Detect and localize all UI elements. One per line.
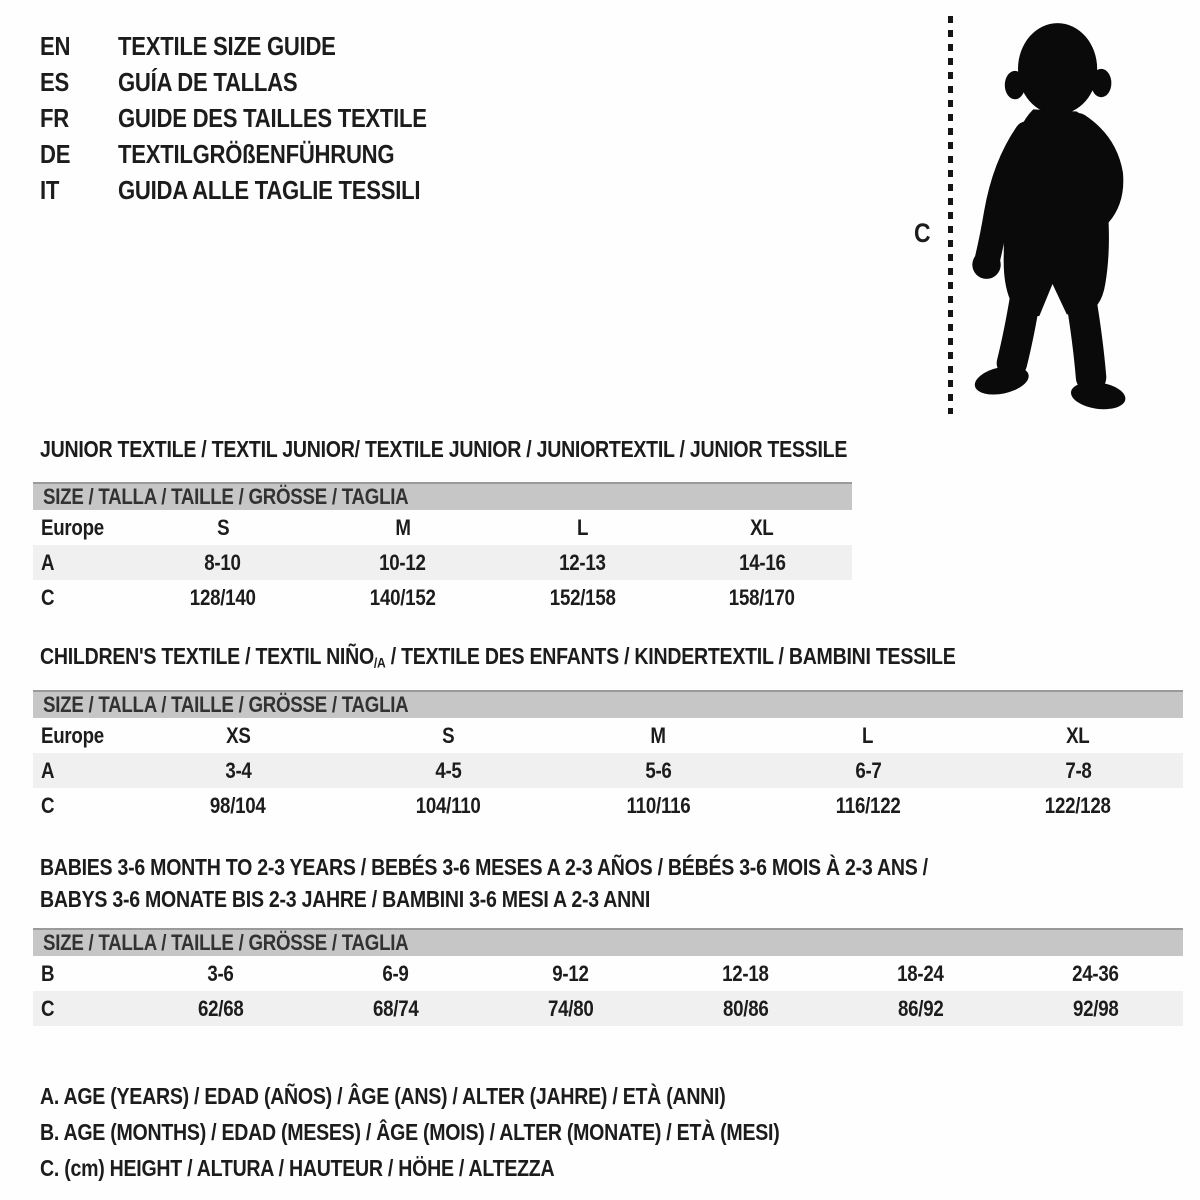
- lang-code: ES: [40, 66, 69, 97]
- legend-line-a: A. AGE (YEARS) / EDAD (AÑOS) / ÂGE (ANS) / ALTER (JAHRE) / ETÀ (ANNI): [40, 1082, 726, 1109]
- junior-size-table: [33, 482, 852, 615]
- lang-code: IT: [40, 174, 60, 205]
- lang-row-fr: [40, 100, 481, 136]
- lang-code: FR: [40, 102, 69, 133]
- table-row-height: C 62/68 68/74 74/80 80/86 86/92 92/98: [33, 991, 1183, 1026]
- lang-row-it: [40, 172, 481, 208]
- table-row-height: C 98/104 104/110 110/116 116/122 122/128: [41, 792, 1111, 818]
- height-measure-label: C: [914, 218, 931, 248]
- lang-row-en: [40, 28, 481, 64]
- toddler-silhouette: [960, 12, 1145, 420]
- lang-title: TEXTILE SIZE GUIDE: [118, 30, 336, 61]
- children-table-title: CHILDREN'S TEXTILE / TEXTIL $NIÑO_{/A}$ / TEXTILE DES ENFANTS / KINDERTEXTIL / BAMBINI TESSILE: [40, 643, 956, 672]
- babies-size-table: [33, 928, 1183, 1026]
- table-row-height: C 128/140 140/152 152/158 158/170: [41, 584, 796, 610]
- height-measure-dotted-line: [948, 16, 953, 414]
- table-row-age: A 8-10 10-12 12-13 14-16: [33, 545, 852, 580]
- table-row-age: A 3-4 4-5 5-6 6-7 7-8: [33, 753, 1183, 788]
- size-header-bar: SIZE / TALLA / TAILLE / GRÖSSE / TAGLIA: [33, 928, 1183, 956]
- lang-code: DE: [40, 138, 71, 169]
- lang-title: TEXTILGRÖßENFÜHRUNG: [118, 138, 395, 169]
- table-row-europe: Europe S M L XL: [41, 514, 774, 540]
- children-size-table: [33, 690, 1183, 823]
- lang-title: GUÍA DE TALLAS: [118, 66, 298, 97]
- row-label: C: [41, 584, 55, 610]
- row-label: Europe: [41, 514, 104, 540]
- table-row-age-months: B 3-6 6-9 9-12 12-18 18-24 24-36: [41, 960, 1119, 986]
- lang-row-de: [40, 136, 481, 172]
- row-label: Europe: [41, 722, 104, 748]
- row-label: C: [41, 792, 55, 818]
- babies-table-title-line1: BABIES 3-6 MONTH TO 2-3 YEARS / BEBÉS 3-6 MESES A 2-3 AÑOS / BÉBÉS 3-6 MOIS À 2-3 ANS /: [40, 854, 928, 880]
- lang-row-es: [40, 64, 481, 100]
- row-label: A: [41, 549, 55, 575]
- babies-table-title-line2: BABYS 3-6 MONATE BIS 2-3 JAHRE / BAMBINI 3-6 MESI A 2-3 ANNI: [40, 886, 651, 912]
- legend-line-b: B. AGE (MONTHS) / EDAD (MESES) / ÂGE (MOIS) / ALTER (MONATE) / ETÀ (MESI): [40, 1118, 780, 1145]
- row-label: B: [41, 960, 55, 986]
- junior-table-title: JUNIOR TEXTILE / TEXTIL JUNIOR/ TEXTILE JUNIOR / JUNIORTEXTIL / JUNIOR TESSILE: [40, 436, 848, 462]
- lang-code: EN: [40, 30, 71, 61]
- row-label: A: [41, 757, 55, 783]
- title-subscript: /A: [373, 655, 386, 672]
- row-label: C: [41, 995, 55, 1021]
- legend-line-c: C. (cm) HEIGHT / ALTURA / HAUTEUR / HÖHE / ALTEZZA: [40, 1154, 555, 1181]
- size-header-bar: SIZE / TALLA / TAILLE / GRÖSSE / TAGLIA: [33, 482, 852, 510]
- size-header-bar: SIZE / TALLA / TAILLE / GRÖSSE / TAGLIA: [33, 690, 1183, 718]
- lang-title: GUIDE DES TAILLES TEXTILE: [118, 102, 427, 133]
- language-title-list: [40, 28, 481, 208]
- lang-title: GUIDA ALLE TAGLIE TESSILI: [118, 174, 421, 205]
- table-row-europe: Europe XS S M L XL: [41, 722, 1090, 748]
- measurement-legend: [40, 1078, 910, 1186]
